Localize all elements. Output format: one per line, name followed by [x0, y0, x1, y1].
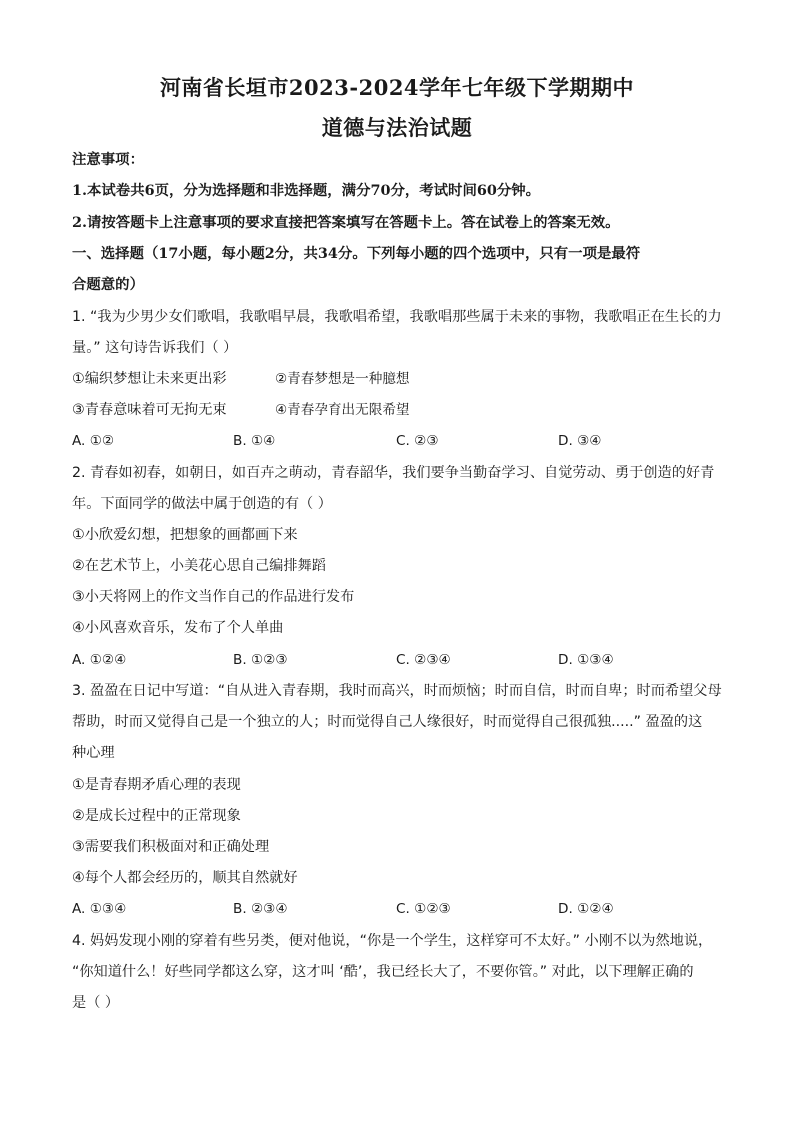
question-2-statement: ③小天将网上的作文当作自己的作品进行发布 [72, 589, 355, 605]
question-1-option-a[interactable]: A. ①② [72, 433, 115, 449]
question-3-stem-cont: 种心理 [72, 745, 115, 761]
exam-title: 河南省长垣市2023-2024学年七年级下学期期中 [159, 75, 635, 100]
question-3-stem: 3. 盈盈在日记中写道：“自从进入青春期，我时而高兴，时而烦恼；时而自信，时而自卑；时而希望父母 [72, 683, 722, 699]
question-3-statement: ④每个人都会经历的，顺其自然就好 [72, 870, 298, 886]
question-1-stem: 1. “我为少男少女们歌唱，我歌唱早晨，我歌唱希望，我歌唱那些属于未来的事物，我歌唱正在生长的力 [72, 309, 722, 325]
question-3-option-c[interactable]: C. ①②③ [396, 901, 451, 917]
question-3-statement: ③需要我们积极面对和正确处理 [72, 839, 270, 855]
question-1-stem-cont: 量。” 这句诗告诉我们（ ） [72, 340, 238, 356]
question-2-statement: ④小风喜欢音乐，发布了个人单曲 [72, 620, 284, 636]
question-1-option-d[interactable]: D. ③④ [558, 433, 602, 449]
section-heading: 一、选择题（17小题，每小题2分，共34分。下列每小题的四个选项中，只有一项是最符 [72, 245, 641, 262]
notes-heading: 注意事项： [72, 151, 144, 168]
question-2-option-d[interactable]: D. ①③④ [558, 652, 614, 668]
question-3-option-b[interactable]: B. ②③④ [233, 901, 288, 917]
question-2-stem: 2. 青春如初春，如朝日，如百卉之萌动，青春韶华，我们要争当勤奋学习、自觉劳动、勇于创造的好青 [72, 465, 715, 481]
question-1-option-c[interactable]: C. ②③ [396, 433, 439, 449]
question-2-option-a[interactable]: A. ①②④ [72, 652, 127, 668]
question-2-option-b[interactable]: B. ①②③ [233, 652, 288, 668]
question-3-stem-cont: 帮助，时而又觉得自己是一个独立的人；时而觉得自己人缘很好，时而觉得自己很孤独.....” 盈盈的这 [72, 714, 703, 730]
question-3-option-a[interactable]: A. ①③④ [72, 901, 127, 917]
notes-item-2: 2.请按答题卡上注意事项的要求直接把答案填写在答题卡上。答在试卷上的答案无效。 [72, 214, 620, 231]
question-2-option-c[interactable]: C. ②③④ [396, 652, 451, 668]
question-2-statement: ①小欣爱幻想，把想象的画都画下来 [72, 527, 298, 543]
question-3-statement: ①是青春期矛盾心理的表现 [72, 777, 241, 793]
question-1-statement: ③青春意味着可无拘无束 [72, 402, 227, 418]
question-1-statement: ①编织梦想让未来更出彩 [72, 371, 227, 387]
question-4-stem-cont: 是（ ） [72, 995, 120, 1011]
question-1-statement: ④青春孕育出无限希望 [275, 402, 410, 418]
question-2-stem-cont: 年。下面同学的做法中属于创造的有（ ） [72, 496, 332, 512]
question-4-stem: 4. 妈妈发现小刚的穿着有些另类，便对他说，“你是一个学生，这样穿可不太好。” 小刚不以为然地说， [72, 933, 713, 949]
exam-subject-title: 道德与法治试题 [321, 115, 473, 140]
question-1-option-b[interactable]: B. ①④ [233, 433, 276, 449]
question-3-statement: ②是成长过程中的正常现象 [72, 808, 241, 824]
section-heading-cont: 合题意的） [72, 276, 144, 293]
question-1-statement: ②青春梦想是一种臆想 [275, 371, 410, 387]
question-4-stem-cont: “你知道什么！好些同学都这么穿，这才叫 ‘酷’，我已经长大了，不要你管。” 对此，以下理解正确的 [72, 964, 694, 980]
question-2-statement: ②在艺术节上，小美花心思自己编排舞蹈 [72, 558, 326, 574]
question-3-option-d[interactable]: D. ①②④ [558, 901, 614, 917]
notes-item-1: 1.本试卷共6页，分为选择题和非选择题，满分70分，考试时间60分钟。 [72, 182, 541, 199]
